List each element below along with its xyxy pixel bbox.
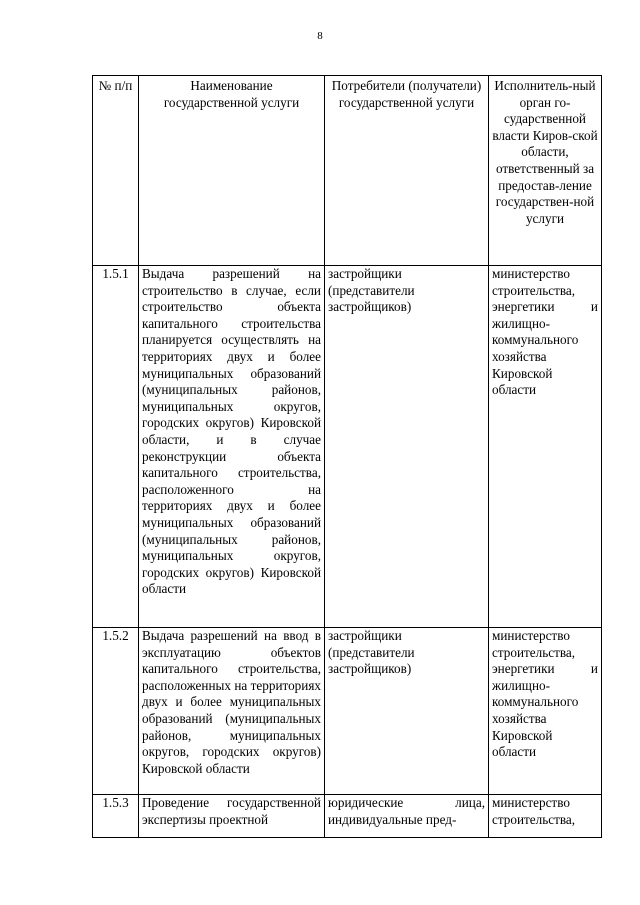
row-number: 1.5.3	[93, 795, 139, 838]
header-consumers: Потребители (получатели) государственной услуги	[325, 76, 489, 266]
row-number: 1.5.2	[93, 628, 139, 795]
header-service-name: Наименование государственной услуги	[139, 76, 325, 266]
row-consumers: застройщики (представители застройщиков)	[325, 628, 489, 795]
table-header-row	[93, 76, 602, 266]
header-executor: Исполнитель-ный орган го-сударственной власти Киров-ской области, ответственный за предостав-ление государствен-ной услуги	[489, 76, 602, 266]
row-service-name: Выдача разрешений на строительство в случае, если строительство объекта капитального строительства планируется осуществлять на территориях двух и более муниципальных образований (муниципальных районов, муниципальных округов, городских округов) Кировской области, и в случае реконструкции объекта капитального строительства, расположенного на территориях двух и более муниципальных образований (муниципальных районов, муниципальных округов, городских округов) Кировской области	[139, 266, 325, 628]
table-row	[93, 795, 602, 838]
row-consumers: юридические лица, индивидуальные пред-	[325, 795, 489, 838]
header-number: № п/п	[93, 76, 139, 266]
row-executor: министерство строительства,	[489, 795, 602, 838]
row-service-name: Выдача разрешений на ввод в эксплуатацию объектов капитального строительства, расположенных на территориях двух и более муниципальных образований (муниципальных районов, муниципальных округов, городских округов) Кировской области	[139, 628, 325, 795]
row-service-name: Проведение государственной экспертизы проектной	[139, 795, 325, 838]
table-row	[93, 628, 602, 795]
services-table	[92, 75, 602, 838]
table-row	[93, 266, 602, 628]
row-number: 1.5.1	[93, 266, 139, 628]
row-executor: министерство строительства, энергетики и жилищно-коммунального хозяйства Кировской области	[489, 266, 602, 628]
row-consumers: застройщики (представители застройщиков)	[325, 266, 489, 628]
page-number: 8	[317, 30, 323, 42]
row-executor: министерство строительства, энергетики и жилищно-коммунального хозяйства Кировской области	[489, 628, 602, 795]
